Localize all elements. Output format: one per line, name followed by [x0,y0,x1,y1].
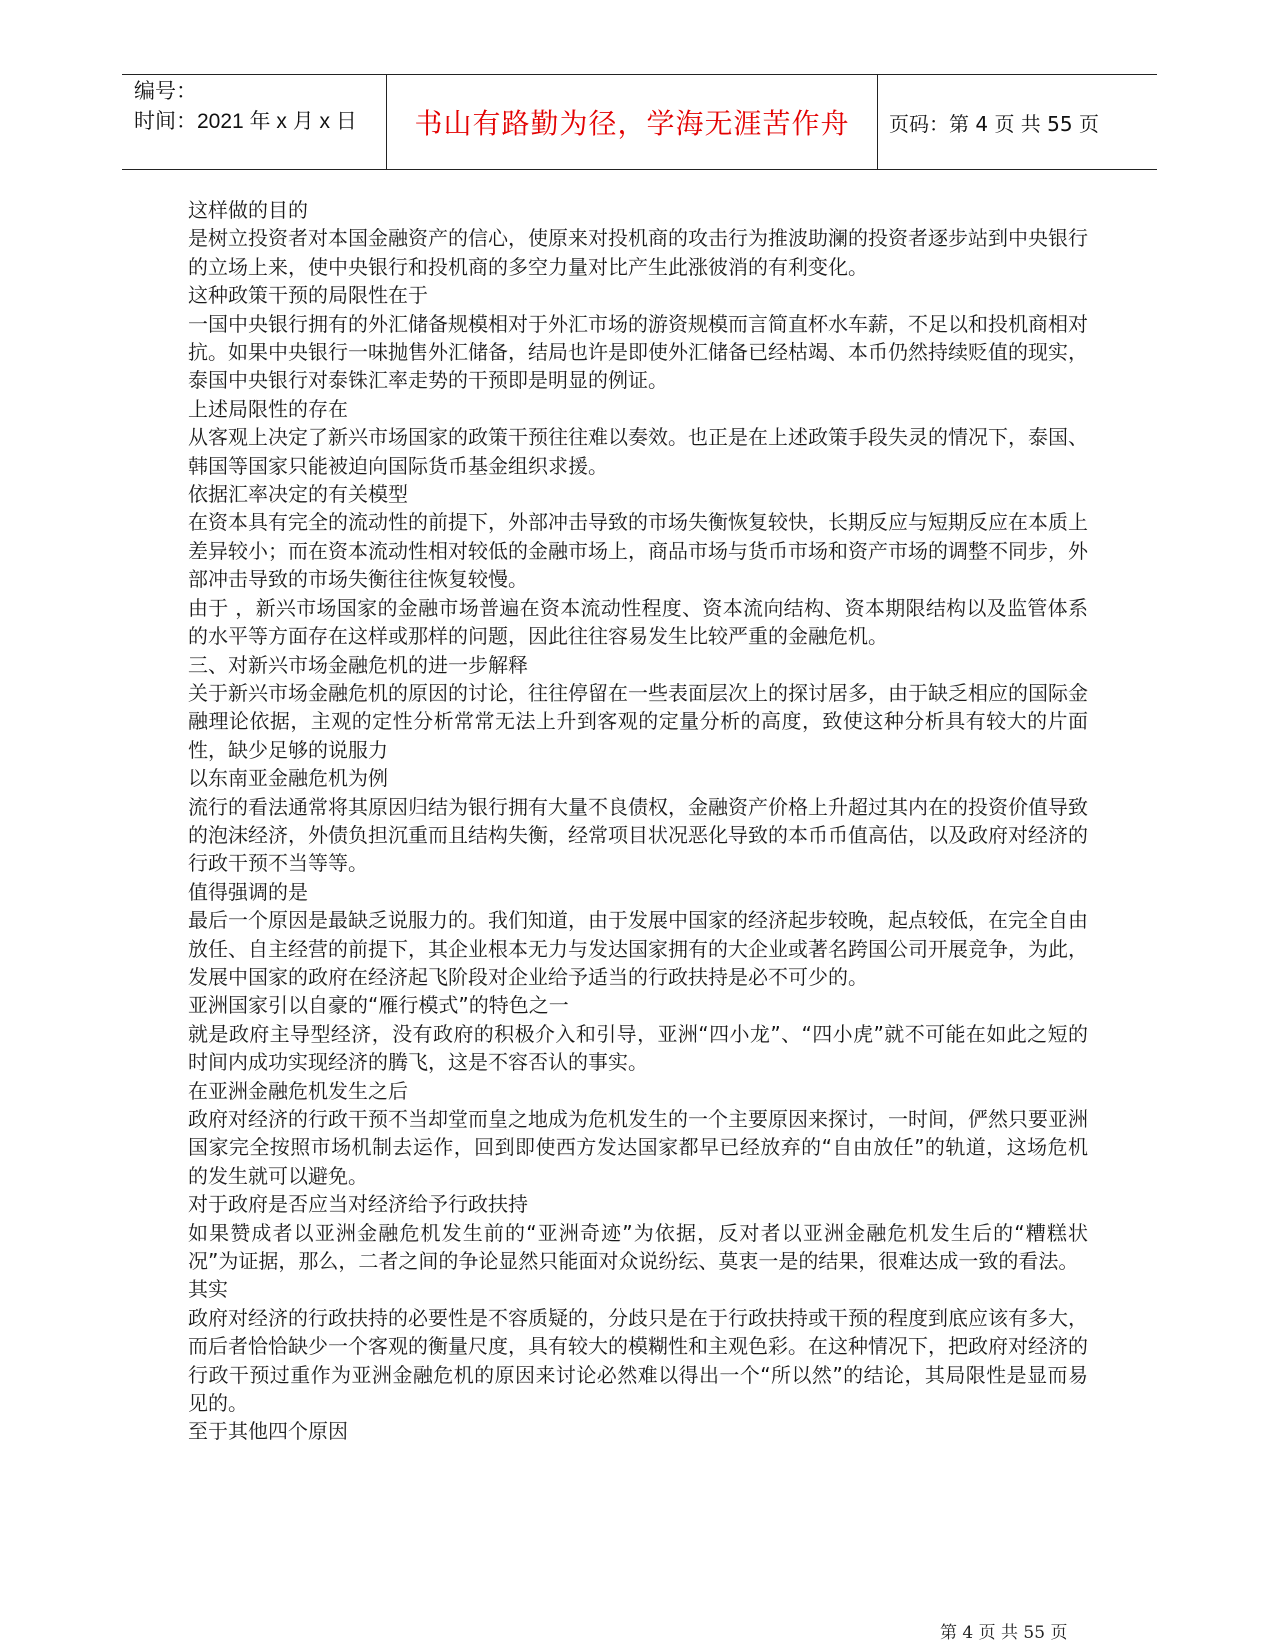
paragraph-heading: 以东南亚金融危机为例 [188,766,388,791]
paragraph-heading: 其实 [188,1277,228,1302]
paragraph: 从客观上决定了新兴市场国家的政策干预往往难以奏效。也正是在上述政策手段失灵的情况下，泰国、韩国等国家只能被迫向国际货币基金组织求援。 [188,425,1088,478]
paragraph-heading: 这样做的目的 [188,198,308,222]
paragraph: 如果赞成者以亚洲金融危机发生前的“亚洲奇迹”为依据，反对者以亚洲金融危机发生后的“糟糕状况”为证据，那么，二者之间的争论显然只能面对众说纷纭、莫衷一是的结果，很难达成一致的看法。 [188,1220,1088,1274]
paragraph-heading: 上述局限性的存在 [188,396,348,421]
paragraph: 关于新兴市场金融危机的原因的讨论，往往停留在一些表面层次上的探讨居多，由于缺乏相应的国际金融理论依据，主观的定性分析常常无法上升到客观的定量分析的高度，致使这种分析具有较大的片面性，缺少足够的说服力 [188,680,1088,762]
paragraph: 由于 ，新兴市场国家的金融市场普遍在资本流动性程度、资本流向结构、资本期限结构以及监管体系的水平等方面存在这样或那样的问题，因此往往容易发生比较严重的金融危机。 [188,595,1088,649]
paragraph: 政府对经济的行政干预不当却堂而皇之地成为危机发生的一个主要原因来探讨，一时间，俨然只要亚洲国家完全按照市场机制去运作，回到即使西方发达国家都早已经放弃的“自由放任”的轨道，这场危机的发生就可以避免。 [188,1107,1088,1188]
header-table [122,74,1157,170]
section-heading: 三、对新兴市场金融危机的进一步解释 [188,652,528,677]
page-code-label: 页码：第 4 页 共 55 页 [889,111,1099,136]
date-label: 时间：2021 年 x 月 x 日 [134,110,357,133]
serial-number-label: 编号： [134,80,197,103]
header-left-cell [122,75,384,169]
header-motto-cell [386,75,878,169]
paragraph: 政府对经济的行政扶持的必要性是不容质疑的，分歧只是在于行政扶持或干预的程度到底应该有多大，而后者恰恰缺少一个客观的衡量尺度，具有较大的模糊性和主观色彩。在这种情况下，把政府对经济的行政干预过重作为亚洲金融危机的原因来讨论必然难以得出一个“所以然”的结论，其局限性是显而易见的。 [188,1305,1088,1416]
paragraph: 一国中央银行拥有的外汇储备规模相对于外汇市场的游资规模而言简直杯水车薪，不足以和投机商相对抗。如果中央银行一味抛售外汇储备，结局也许是即使外汇储备已经枯竭、本币仍然持续贬值的现实，泰国中央银行对泰铢汇率走势的干预即是明显的例证。 [188,311,1088,393]
motto-text: 书山有路勤为径，学海无涯苦作舟 [414,107,850,140]
paragraph-heading: 这种政策干预的局限性在于 [188,283,428,308]
paragraph: 最后一个原因是最缺乏说服力的。我们知道，由于发展中国家的经济起步较晚，起点较低，在完全自由放任、自主经营的前提下，其企业根本无力与发达国家拥有的大企业或著名跨国公司开展竞争，为此，发展中国家的政府在经济起飞阶段对企业给予适当的行政扶持是必不可少的。 [188,908,1088,989]
paragraph: 流行的看法通常将其原因归结为银行拥有大量不良债权，金融资产价格上升超过其内在的投资价值导致的泡沫经济，外债负担沉重而且结构失衡，经常项目状况恶化导致的本币币值高估，以及政府对经济的行政干预不当等等。 [188,794,1088,876]
paragraph-heading: 值得强调的是 [188,879,308,904]
paragraph-heading: 依据汇率决定的有关模型 [188,482,408,507]
paragraph-heading: 对于政府是否应当对经济给予行政扶持 [188,1192,528,1217]
paragraph: 在资本具有完全的流动性的前提下，外部冲击导致的市场失衡恢复较快，长期反应与短期反应在本质上差异较小；而在资本流动性相对较低的金融市场上，商品市场与货币市场和资产市场的调整不同步，外部冲击导致的市场失衡往往恢复较慢。 [188,510,1088,592]
paragraph-heading: 在亚洲金融危机发生之后 [188,1078,408,1103]
paragraph: 就是政府主导型经济，没有政府的积极介入和引导，亚洲“四小龙”、“四小虎”就不可能在如此之短的时间内成功实现经济的腾飞，这是不容否认的事实。 [188,1021,1088,1075]
page-footer: 第 4 页 共 55 页 [940,1623,1068,1643]
paragraph-heading: 亚洲国家引以自豪的“雁行模式”的特色之一 [188,993,569,1018]
header-right-cell [879,75,1157,169]
body-text [188,196,1088,1446]
paragraph-heading: 至于其他四个原因 [188,1419,348,1444]
paragraph: 是树立投资者对本国金融资产的信心，使原来对投机商的攻击行为推波助澜的投资者逐步站到中央银行的立场上来，使中央银行和投机商的多空力量对比产生此涨彼消的有利变化。 [188,226,1088,279]
